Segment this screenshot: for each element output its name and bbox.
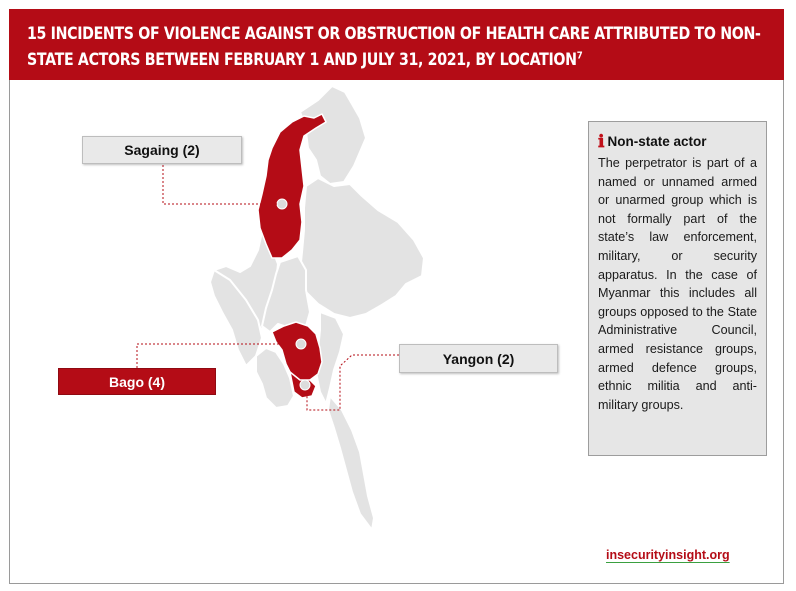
definition-heading (598, 131, 757, 152)
title-text: 15 INCIDENTS OF VIOLENCE AGAINST OR OBSTRUCTION OF HEALTH CARE ATTRIBUTED TO NON-STATE ACTORS BETWEEN FEBRUARY 1 AND JULY 31, 2021, BY LOCATION (27, 24, 761, 69)
state-shan (300, 178, 424, 318)
label-sagaing (82, 136, 242, 164)
info-icon: ℹ (598, 131, 605, 152)
label-bago-text: Bago (4) (109, 373, 165, 390)
region-tanintharyi (328, 396, 374, 530)
label-yangon-text: Yangon (2) (442, 350, 515, 367)
map-land (210, 86, 424, 530)
label-yangon (399, 344, 558, 373)
definition-panel (588, 121, 767, 456)
label-sagaing-text: Sagaing (2) (124, 142, 200, 158)
definition-heading-text: Non-state actor (607, 134, 707, 149)
definition-body: The perpetrator is part of a named or unnamed armed or unarmed group which is not formally part of the state’s law enforcement, military, or security apparatus. In the case of Myanmar this includes all groups opposed to the State Administrative Council, armed resistance groups, armed defence groups, ethnic militia and anti-military groups. (598, 156, 757, 412)
title-footnote: 7 (576, 50, 583, 62)
marker-sagaing (277, 199, 287, 209)
source-link[interactable]: insecurityinsight.org (606, 548, 730, 562)
state-kachin (300, 86, 366, 184)
marker-bago (296, 339, 306, 349)
leader-sagaing (163, 165, 277, 204)
marker-yangon (300, 380, 310, 390)
label-bago (58, 368, 216, 395)
